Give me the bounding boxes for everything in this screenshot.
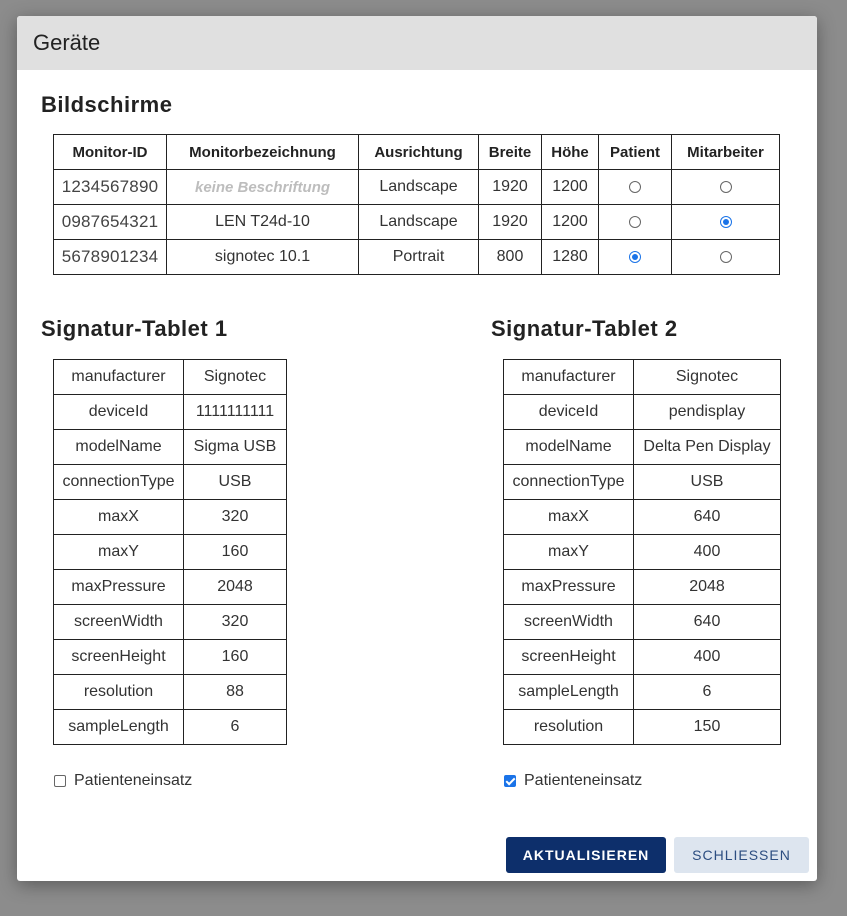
devices-dialog [17,16,817,881]
property-name: screenWidth [504,605,634,640]
property-name: maxPressure [54,570,184,605]
property-name: sampleLength [504,675,634,710]
property-row [504,360,781,395]
orientation-cell: Portrait [359,240,479,275]
patient-radio-cell [599,170,672,205]
col-monitor-name: Monitorbezeichnung [167,135,359,170]
property-row [504,500,781,535]
property-value: 320 [184,605,287,640]
patient-radio[interactable] [629,216,641,228]
tablet1-checkbox[interactable] [54,775,66,787]
monitor-id-cell: 5678901234 [54,240,167,275]
tablet2-heading: Signatur-Tablet 2 [491,316,678,341]
property-row [54,395,287,430]
staff-radio[interactable] [720,251,732,263]
staff-radio-cell [672,205,780,240]
property-name: manufacturer [504,360,634,395]
monitor-name-cell: LEN T24d-10 [167,205,359,240]
col-monitor-id: Monitor-ID [54,135,167,170]
tablet2-checkbox-label: Patienteneinsatz [524,772,643,789]
property-value: 320 [184,500,287,535]
monitor-row [54,205,780,240]
property-value: 160 [184,535,287,570]
staff-radio[interactable] [720,181,732,193]
property-row [504,605,781,640]
patient-radio[interactable] [629,251,641,263]
property-value: 400 [634,640,781,675]
property-name: maxY [504,535,634,570]
property-value: Delta Pen Display [634,430,781,465]
monitors-header-row [54,135,780,170]
monitor-row [54,170,780,205]
update-button[interactable]: AKTUALISIEREN [506,837,666,873]
orientation-cell: Landscape [359,170,479,205]
orientation-cell: Landscape [359,205,479,240]
col-height: Höhe [542,135,599,170]
tablet1-patient-use[interactable] [54,772,192,790]
property-row [54,640,287,675]
property-row [504,570,781,605]
tablet1-table [53,359,287,745]
property-value: 640 [634,605,781,640]
col-orientation: Ausrichtung [359,135,479,170]
width-cell: 800 [479,240,542,275]
property-row [54,570,287,605]
col-width: Breite [479,135,542,170]
property-name: sampleLength [54,710,184,745]
property-name: screenHeight [504,640,634,675]
dialog-title: Geräte [33,30,101,55]
property-row [504,430,781,465]
property-value: 640 [634,500,781,535]
property-row [54,465,287,500]
property-value: Signotec [634,360,781,395]
staff-radio[interactable] [720,216,732,228]
width-cell: 1920 [479,170,542,205]
property-row [54,605,287,640]
tablet2-table [503,359,781,745]
property-name: resolution [54,675,184,710]
property-row [54,430,287,465]
property-row [504,465,781,500]
property-name: modelName [504,430,634,465]
property-value: 150 [634,710,781,745]
monitors-heading: Bildschirme [41,92,173,117]
monitors-table [53,134,780,275]
property-name: modelName [54,430,184,465]
property-value: 6 [184,710,287,745]
tablet2-checkbox[interactable] [504,775,516,787]
patient-radio-cell [599,205,672,240]
property-row [504,640,781,675]
property-row [54,360,287,395]
staff-radio-cell [672,170,780,205]
col-staff: Mitarbeiter [672,135,780,170]
property-value: 160 [184,640,287,675]
property-name: deviceId [504,395,634,430]
property-value: pendisplay [634,395,781,430]
property-value: USB [634,465,781,500]
property-value: 2048 [634,570,781,605]
patient-radio-cell [599,240,672,275]
height-cell: 1280 [542,240,599,275]
property-name: maxPressure [504,570,634,605]
property-row [504,675,781,710]
staff-radio-cell [672,240,780,275]
property-value: USB [184,465,287,500]
property-value: 6 [634,675,781,710]
property-row [54,500,287,535]
monitor-name-cell: keine Beschriftung [167,170,359,205]
property-name: maxX [54,500,184,535]
property-name: screenHeight [54,640,184,675]
property-name: connectionType [504,465,634,500]
property-name: deviceId [54,395,184,430]
height-cell: 1200 [542,170,599,205]
property-row [504,395,781,430]
tablet2-patient-use[interactable] [504,772,642,790]
monitor-id-cell: 0987654321 [54,205,167,240]
property-name: screenWidth [54,605,184,640]
height-cell: 1200 [542,205,599,240]
property-name: resolution [504,710,634,745]
property-row [504,535,781,570]
patient-radio[interactable] [629,181,641,193]
monitor-name-cell: signotec 10.1 [167,240,359,275]
monitor-id-cell: 1234567890 [54,170,167,205]
col-patient: Patient [599,135,672,170]
property-value: 2048 [184,570,287,605]
tablet1-checkbox-label: Patienteneinsatz [74,772,193,789]
property-name: connectionType [54,465,184,500]
close-button[interactable]: SCHLIESSEN [674,837,809,873]
property-name: maxX [504,500,634,535]
property-row [54,675,287,710]
tablet1-heading: Signatur-Tablet 1 [41,316,228,341]
property-value: 1111111111 [184,395,287,430]
property-value: 400 [634,535,781,570]
property-row [54,710,287,745]
property-name: manufacturer [54,360,184,395]
property-row [54,535,287,570]
property-value: Signotec [184,360,287,395]
width-cell: 1920 [479,205,542,240]
dialog-header [17,16,817,70]
monitor-row [54,240,780,275]
property-name: maxY [54,535,184,570]
property-value: Sigma USB [184,430,287,465]
property-value: 88 [184,675,287,710]
property-row [504,710,781,745]
